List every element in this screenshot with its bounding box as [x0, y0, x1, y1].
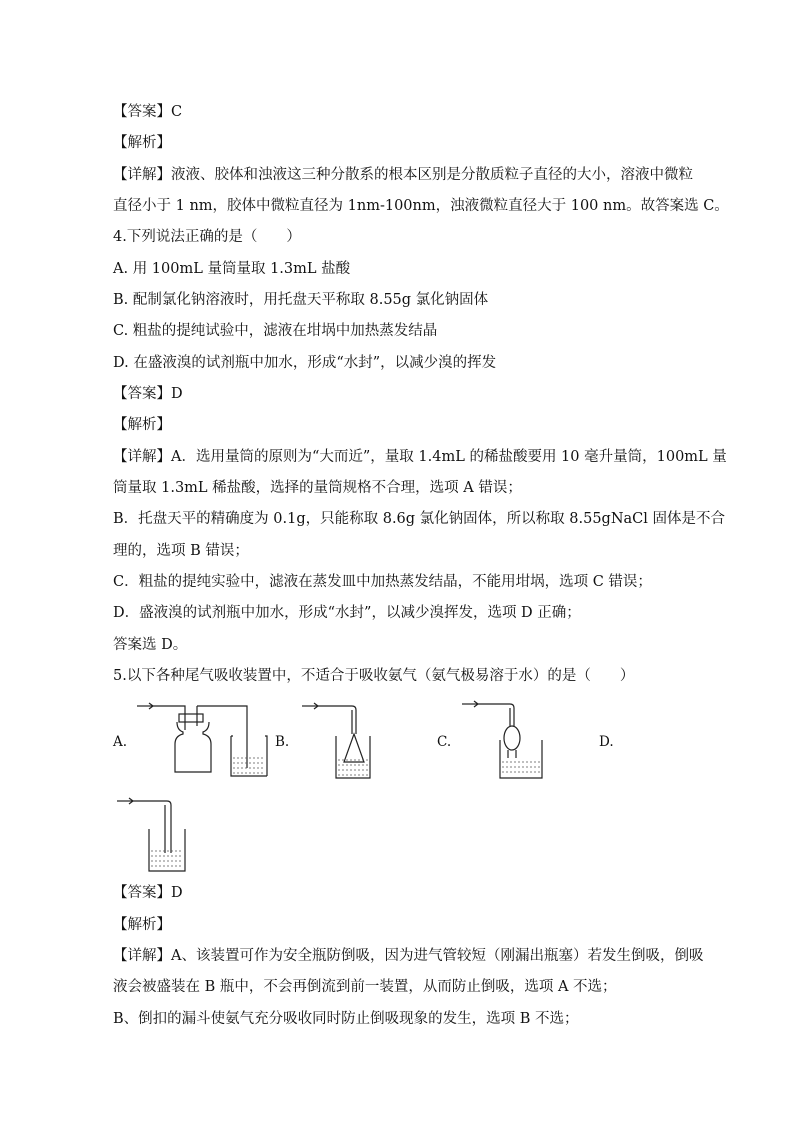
apparatus-d-figure	[115, 795, 195, 875]
detail-line: D．盛液溴的试剂瓶中加水，形成“水封”，以减少溴挥发，选项 D 正确；	[113, 605, 581, 621]
detail-line: 答案选 D。	[113, 637, 188, 653]
apparatus-a-figure	[135, 700, 265, 780]
apparatus-c-figure	[460, 700, 550, 782]
option-b: B. 配制氯化钠溶液时，用托盘天平称取 8.55g 氯化钠固体	[113, 292, 489, 308]
figure-label-a: A.	[113, 734, 128, 750]
detail-line: 直径小于 1 nm，胶体中微粒直径为 1nm-100nm，浊液微粒直径大于 100 nm。故答案选 C。	[113, 198, 729, 214]
detail-line: B．托盘天平的精确度为 0.1g，只能称取 8.6g 氯化钠固体，所以称取 8.55gNaCl 固体是不合	[113, 511, 726, 527]
analysis-heading: 【解析】	[113, 135, 171, 151]
answer-line: 【答案】C	[113, 104, 183, 120]
analysis-heading: 【解析】	[113, 417, 171, 433]
option-d: D. 在盛液溴的试剂瓶中加水，形成“水封”，以减少溴的挥发	[113, 355, 497, 371]
analysis-heading: 【解析】	[113, 917, 171, 933]
detail-line: B、倒扣的漏斗使氨气充分吸收同时防止倒吸现象的发生，选项 B 不选；	[113, 1011, 579, 1027]
detail-line: C．粗盐的提纯实验中，滤液在蒸发皿中加热蒸发结晶，不能用坩埚，选项 C 错误；	[113, 574, 652, 590]
detail-line: 【详解】A、该装置可作为安全瓶防倒吸，因为进气管较短（刚漏出瓶塞）若发生倒吸，倒吸	[113, 948, 704, 964]
answer-line: 【答案】D	[113, 386, 183, 402]
answer-line: 【答案】D	[113, 885, 183, 901]
detail-line: 筒量取 1.3mL 稀盐酸，选择的量筒规格不合理，选项 A 错误；	[113, 480, 522, 496]
figure-label-d: D.	[599, 734, 614, 750]
detail-line: 液会被盛装在 B 瓶中，不会再倒流到前一装置，从而防止倒吸，选项 A 不选；	[113, 979, 617, 995]
option-c: C. 粗盐的提纯试验中，滤液在坩埚中加热蒸发结晶	[113, 323, 438, 339]
apparatus-b-figure	[300, 700, 370, 782]
figure-label-b: B.	[275, 734, 290, 750]
question-5: 5.以下各种尾气吸收装置中，不适合于吸收氨气（氨气极易溶于水）的是（ ）	[113, 668, 635, 684]
detail-line: 理的，选项 B 错误；	[113, 543, 249, 559]
figure-label-c: C.	[437, 734, 452, 750]
detail-line: 【详解】液液、胶体和浊液这三种分散系的根本区别是分散质粒子直径的大小，溶液中微粒	[113, 167, 693, 183]
option-a: A. 用 100mL 量筒量取 1.3mL 盐酸	[113, 261, 351, 277]
question-4: 4.下列说法正确的是（ ）	[113, 229, 301, 245]
detail-line: 【详解】A．选用量筒的原则为“大而近”，量取 1.4mL 的稀盐酸要用 10 毫升量筒，100mL 量	[113, 449, 727, 465]
